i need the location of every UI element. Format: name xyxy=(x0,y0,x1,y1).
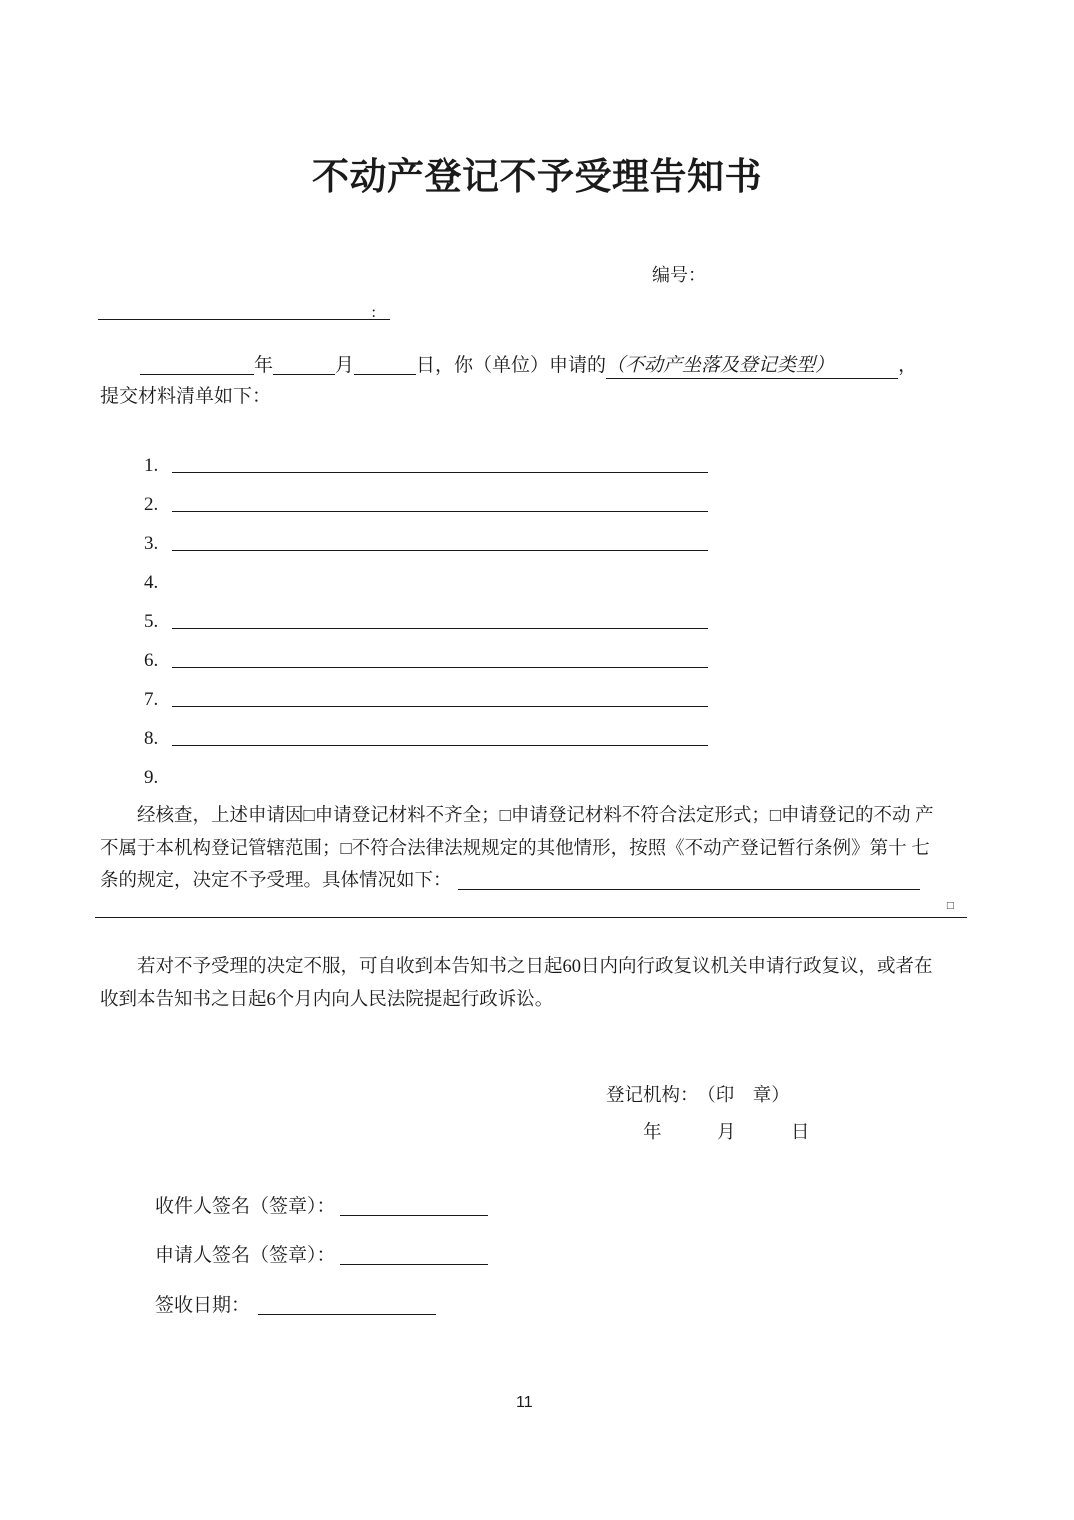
trailing-comma: ， xyxy=(898,355,918,376)
list-item xyxy=(0,437,1074,476)
stray-mark-glyph: □ xyxy=(946,901,955,911)
item-number: 7. xyxy=(144,689,159,710)
specifics-continuation-line xyxy=(95,917,967,918)
registry-label: 登记机构： xyxy=(606,1086,699,1106)
appeal-paragraph xyxy=(100,951,990,1016)
applicant-signature-row xyxy=(155,1240,488,1267)
number-label: 编号： xyxy=(652,265,706,285)
month-blank-line xyxy=(273,373,335,375)
page-number: 11 xyxy=(516,1394,533,1411)
review-line xyxy=(100,865,990,898)
materials-list xyxy=(0,437,1074,788)
specifics-blank-line xyxy=(458,888,920,890)
list-item xyxy=(0,476,1074,515)
recipient-signature-row xyxy=(155,1191,488,1218)
item-number: 8. xyxy=(144,728,159,749)
review-line: 不属于本机构登记管辖范围；□不符合法律法规规定的其他情形，按照《不动产登记暂行条例》第十 七 xyxy=(100,838,930,859)
receipt-date-row xyxy=(155,1290,436,1317)
registry-seal-placeholder: （印 章） xyxy=(706,1086,790,1106)
item-number: 5. xyxy=(144,611,159,632)
registry-date-stamp: 年 月 日 xyxy=(643,1123,810,1143)
item-blank-line xyxy=(172,628,708,629)
item-number: 2. xyxy=(144,494,159,515)
review-line-text: 条的规定，决定不予受理。具体情况如下： xyxy=(100,871,452,891)
item-blank-line xyxy=(172,745,708,746)
recipient-signature-label: 收件人签名（签章）： xyxy=(155,1196,336,1217)
day-phrase: 日，你（单位）申请的 xyxy=(416,355,607,376)
year-label: 年 xyxy=(254,355,274,376)
review-line: 经核查，上述申请因□申请登记材料不齐全；□申请登记材料不符合法定形式；□申请登记的不动 产 xyxy=(137,806,934,826)
recipient-signature-blank-line xyxy=(340,1214,488,1216)
property-type-hint: （不动产坐落及登记类型） xyxy=(606,355,835,376)
day-blank-line xyxy=(354,373,416,375)
document-title: 不动产登记不予受理告知书 xyxy=(312,157,762,198)
item-number: 1. xyxy=(144,455,159,476)
year-blank-line xyxy=(140,373,254,375)
list-item xyxy=(0,515,1074,554)
list-item xyxy=(0,710,1074,749)
list-item xyxy=(0,671,1074,710)
review-paragraph xyxy=(100,800,990,898)
property-type-underlined-group xyxy=(606,350,898,379)
applicant-signature-label: 申请人签名（签章）： xyxy=(155,1245,336,1266)
item-blank-line xyxy=(172,667,708,668)
receipt-date-label: 签收日期： xyxy=(155,1295,251,1316)
receipt-date-blank-line xyxy=(258,1313,436,1315)
list-item xyxy=(0,749,1074,788)
list-item xyxy=(0,632,1074,671)
item-number: 6. xyxy=(144,650,159,671)
addressee-colon: : xyxy=(371,304,376,321)
appeal-line: 若对不予受理的决定不服，可自收到本告知书之日起60日内向行政复议机关申请行政复议，或者在 xyxy=(137,957,933,977)
month-label: 月 xyxy=(335,355,355,376)
item-blank-line xyxy=(172,511,708,512)
item-number: 4. xyxy=(144,572,159,593)
item-number: 9. xyxy=(144,767,159,788)
item-blank-line xyxy=(172,550,708,551)
appeal-line: 收到本告知书之日起6个月内向人民法院提起行政诉讼。 xyxy=(100,989,554,1010)
list-item xyxy=(0,593,1074,632)
item-number: 3. xyxy=(144,533,159,554)
application-date-line xyxy=(140,350,917,379)
applicant-signature-blank-line xyxy=(340,1263,488,1265)
addressee-blank-line xyxy=(98,298,390,320)
registry-authority-line xyxy=(606,1081,790,1107)
materials-intro: 提交材料清单如下： xyxy=(100,386,272,407)
item-blank-line xyxy=(172,706,708,707)
list-item xyxy=(0,554,1074,593)
item-blank-line xyxy=(172,472,708,473)
